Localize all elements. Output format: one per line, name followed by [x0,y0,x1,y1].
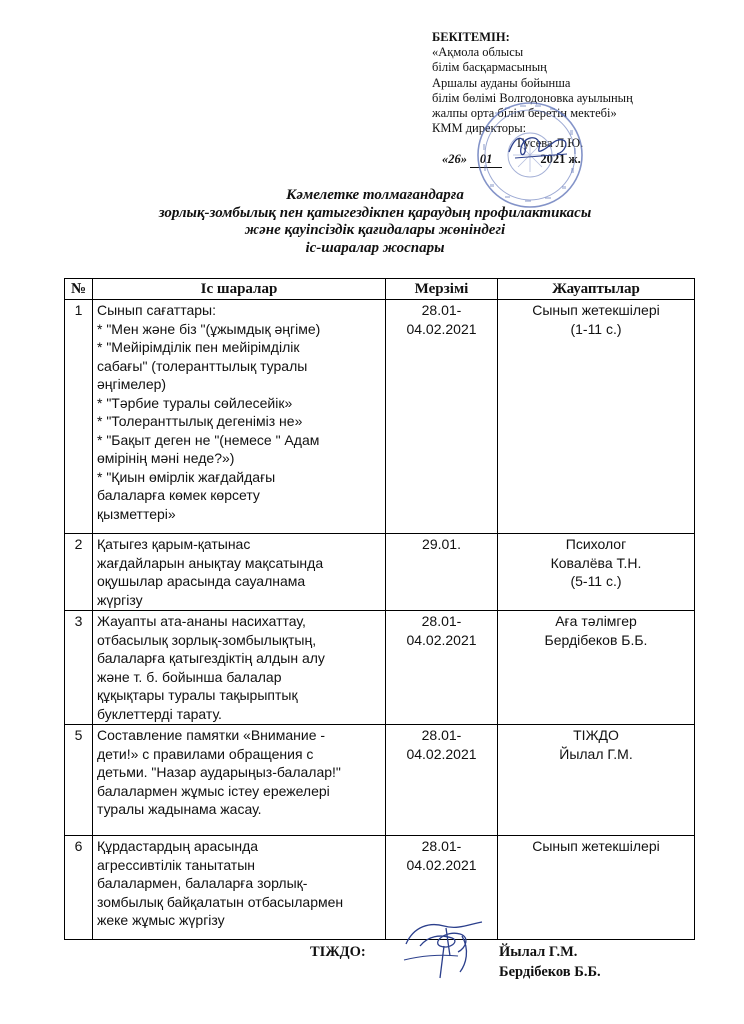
table-row [65,725,695,836]
row-term-line: 28.01- [421,302,462,318]
table-header-row [65,279,695,300]
row-action-line: балалармен, балаларға зорлық- [97,875,308,891]
header-responsible: Жауаптылар [498,279,695,300]
action-plan-table [64,278,695,940]
row-action-line: детьми. "Назар аударыңыз-балалар!" [97,764,341,780]
footer-name-2: Бердібеков Б.Б. [499,964,601,980]
row-responsible-line: (1-11 с.) [570,320,622,337]
table-row [65,836,695,940]
row-responsible-line: Ковалёва Т.Н. [550,554,642,571]
row-term-line: 28.01- [421,838,462,854]
date-month: 01 [470,152,502,168]
row-responsible [498,611,695,725]
row-action-line: * "Толеранттылық дегеніміз не» [97,413,303,429]
director-name: Гусева Л.Ю. [517,136,584,151]
row-responsible [498,300,695,534]
row-action-line: Құрдастардың арасында [97,838,259,854]
row-responsible-line: (5-11 с.) [570,573,622,589]
footer-name-1: Йылал Г.М. [499,944,578,960]
header-number: № [65,279,93,300]
row-action-line: және т. б. бойынша балалар [97,668,282,685]
row-term [386,611,498,725]
row-action-line: сабағы" (толеранттылық туралы [97,357,308,374]
header-action: Іс шаралар [93,279,386,300]
title-line: Кәмелетке толмағандарға [286,187,464,203]
header-term: Мерзімі [386,279,498,300]
row-term-line: 04.02.2021 [406,320,477,337]
row-action-line: жүргізу [97,591,143,608]
row-action-line: Сынып сағаттары: [97,302,216,318]
row-action-line: буклеттерді тарату. [97,705,222,722]
row-responsible-line: Сынып жетекшілері [532,302,660,318]
row-action-line: * "Мейірімділік пен мейірімділік [97,339,300,355]
row-action [93,534,386,611]
row-action-line: дети!» с правилами обращения с [97,745,314,762]
row-number: 3 [65,611,93,725]
row-term-line: 28.01- [421,613,462,629]
row-term-line: 28.01- [421,727,462,743]
row-responsible-line: Психолог [565,536,627,552]
table-row [65,534,695,611]
title-line: және қауіпсіздік қағидалары жөніндегі [244,222,506,238]
row-action [93,300,386,534]
row-action-line: Жауапты ата-ананы насихаттау, [97,613,306,629]
row-action-line: отбасылық зорлық-зомбылықтың, [97,631,317,648]
row-term [386,300,498,534]
row-number: 5 [65,725,93,836]
row-term-line: 04.02.2021 [406,745,477,762]
row-action-line: * "Қиын өмірлік жағдайдағы [97,468,276,485]
approval-line: «Ақмола облысы [432,45,524,60]
approval-line: жалпы орта білім беретін мектебі» [432,106,617,121]
row-term-line: 04.02.2021 [406,856,477,873]
row-action-line: * "Бақыт деген не "(немесе " Адам [97,431,320,448]
approval-line: білім бөлімі Волгодоновка ауылының [432,90,633,105]
row-action [93,611,386,725]
row-number: 2 [65,534,93,611]
approval-line: КММ директоры: [432,121,527,136]
title-line: зорлық-зомбылық пен қатыгездікпен қараудың профилактикасы [158,204,592,221]
row-action-line: құқықтары туралы тақырыптық [97,687,298,703]
row-responsible-line: Сынып жетекшілері [532,838,660,854]
row-action [93,836,386,940]
row-action-line: әңгімелер) [97,376,167,392]
approval-line: білім басқармасының [432,60,547,75]
document-title [60,187,690,257]
row-action-line: туралы жадынама жасау. [97,801,262,817]
row-action-line: Составление памятки «Внимание - [97,727,326,743]
row-action-line: қызметтері» [97,505,176,522]
approval-line: Аршалы ауданы бойынша [432,75,571,90]
row-action [93,725,386,836]
row-action-line: өмірінің мәні неде?») [97,450,235,466]
row-action-line: * "Мен және біз "(ұжымдық әңгіме) [97,320,321,337]
row-responsible-line: Бердібеков Б.Б. [544,631,648,648]
row-number: 6 [65,836,93,940]
footer-org: ТІЖДО: [310,944,366,960]
row-action-line: балаларға қатыгездіктің алдын алу [97,650,325,666]
row-responsible-line: Аға тәлімгер [555,613,637,629]
row-action-line: оқушылар арасында сауалнама [97,573,306,589]
row-responsible [498,725,695,836]
row-action-line: жеке жұмыс жүргізу [97,912,225,928]
row-action-line: зомбылық байқалатын отбасылармен [97,893,344,910]
row-responsible-line: ТІЖДО [573,727,619,743]
row-action-line: агрессивтілік танытатын [97,856,256,873]
table-row [65,611,695,725]
row-action-line: балалармен жұмыс істеу ережелері [97,782,330,799]
row-number: 1 [65,300,93,534]
row-responsible [498,836,695,940]
approval-heading: БЕКІТЕМІН: [432,30,510,44]
row-responsible [498,534,695,611]
director-signature [505,128,575,162]
title-line: іс-шаралар жоспары [305,239,445,256]
row-term-line: 29.01. [422,536,461,552]
footer-signatures [310,944,730,1004]
footer-signature [400,916,495,980]
row-responsible-line: Йылал Г.М. [559,745,633,762]
date-year: 2021 ж. [540,151,581,166]
date-day: «26» [442,151,467,166]
row-action-line: * "Тәрбие туралы сөйлесейік» [97,394,293,411]
row-term-line: 04.02.2021 [406,631,477,648]
table-row [65,300,695,534]
row-action-line: Қатыгез қарым-қатынас [97,536,251,552]
row-term [386,534,498,611]
row-action-line: балаларға көмек көрсету [97,487,260,503]
row-action-line: жағдайларын анықтау мақсатында [97,554,324,571]
row-term [386,725,498,836]
